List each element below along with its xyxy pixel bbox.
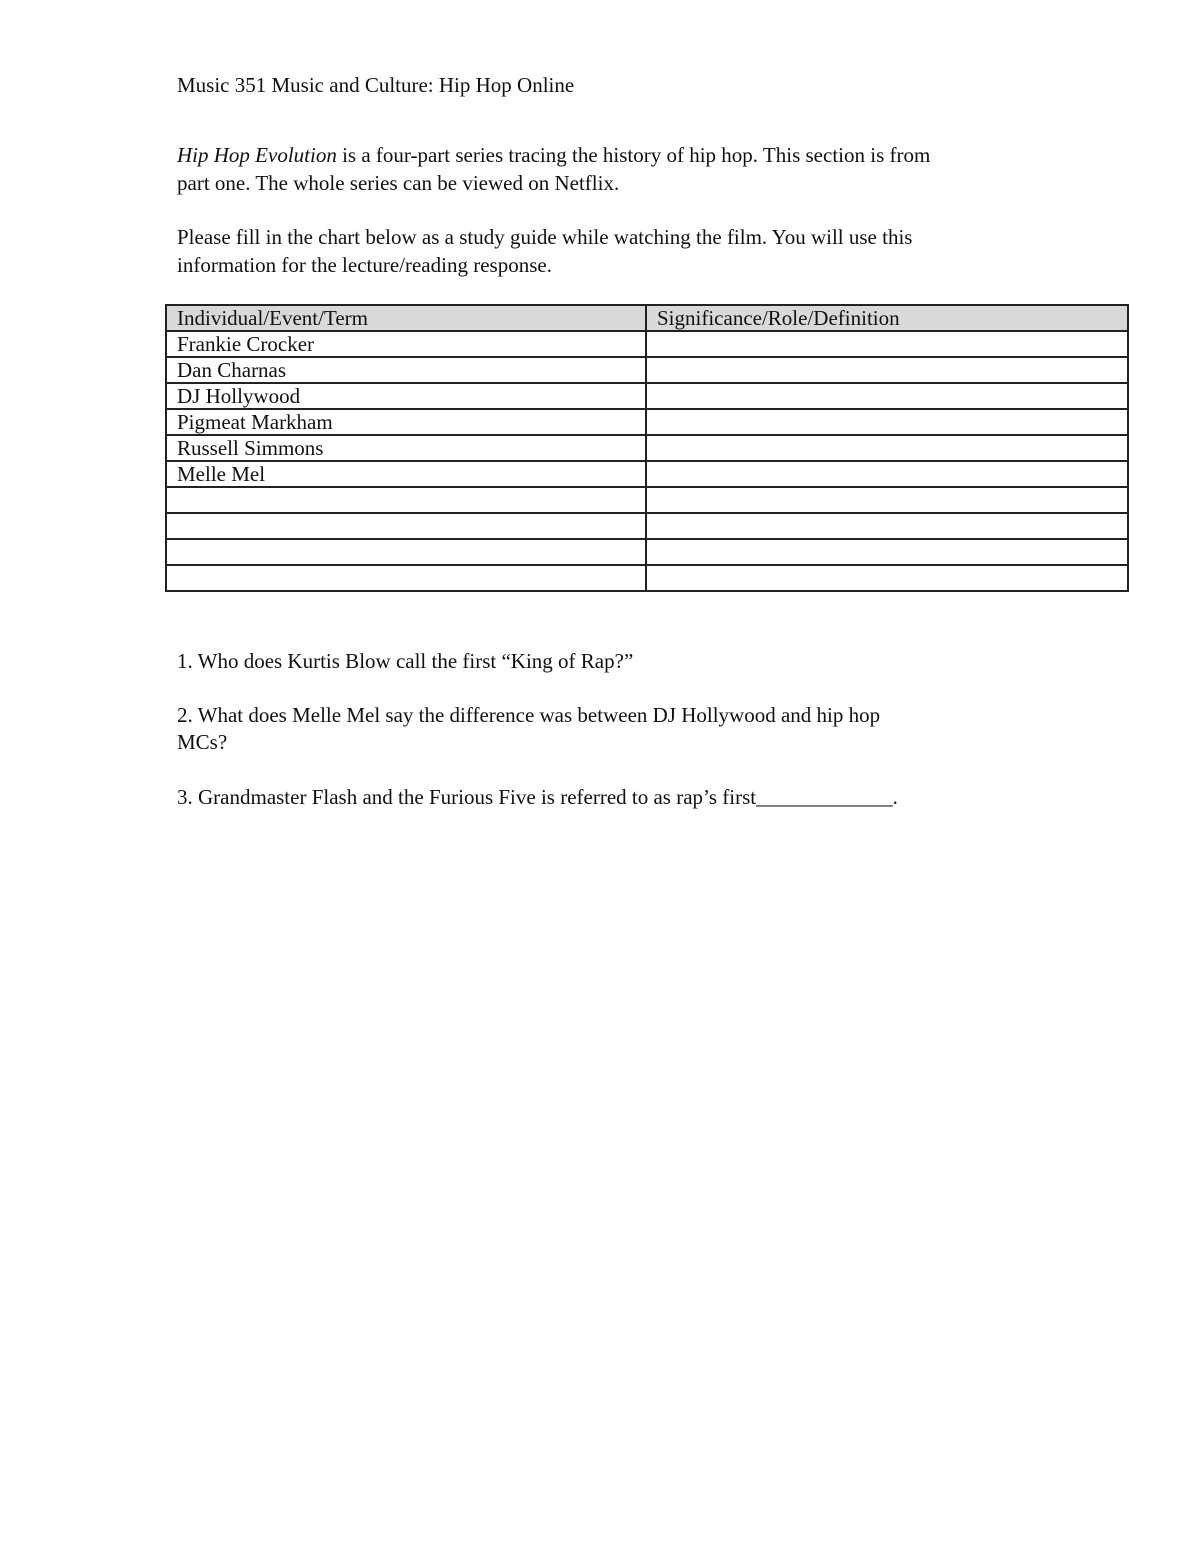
table-row — [166, 539, 1128, 565]
study-guide-table — [165, 304, 1129, 592]
significance-cell[interactable] — [646, 409, 1128, 435]
intro-paragraph-line1 — [177, 142, 930, 169]
significance-cell[interactable] — [646, 487, 1128, 513]
table-row — [166, 357, 1128, 383]
table-row — [166, 513, 1128, 539]
term-cell[interactable] — [166, 565, 646, 591]
significance-cell[interactable] — [646, 565, 1128, 591]
question-2-line1: 2. What does Melle Mel say the difference was between DJ Hollywood and hip hop — [177, 703, 881, 727]
course-title: Music 351 Music and Culture: Hip Hop Online — [177, 73, 575, 97]
significance-cell[interactable] — [646, 539, 1128, 565]
significance-cell[interactable] — [646, 513, 1128, 539]
term-cell: Melle Mel — [166, 461, 646, 487]
question-2-line2: MCs? — [177, 730, 228, 754]
table-row — [166, 383, 1128, 409]
table-row — [166, 461, 1128, 487]
term-cell: DJ Hollywood — [166, 383, 646, 409]
term-cell: Russell Simmons — [166, 435, 646, 461]
intro-paragraph-line2: part one. The whole series can be viewed on Netflix. — [177, 171, 620, 195]
table-row — [166, 409, 1128, 435]
term-cell: Dan Charnas — [166, 357, 646, 383]
question-1: 1. Who does Kurtis Blow call the first “King of Rap?” — [177, 649, 634, 673]
table-row — [166, 331, 1128, 357]
table-row — [166, 487, 1128, 513]
question-3: 3. Grandmaster Flash and the Furious Five is referred to as rap’s first_____________. — [177, 785, 898, 809]
table-row — [166, 565, 1128, 591]
intro-line1-text: is a four-part series tracing the history of hip hop. This section is from — [336, 143, 931, 167]
significance-cell[interactable] — [646, 331, 1128, 357]
film-title: Hip Hop Evolution — [177, 143, 337, 167]
significance-cell[interactable] — [646, 435, 1128, 461]
table-row — [166, 435, 1128, 461]
instructions-line1: Please fill in the chart below as a study guide while watching the film. You will use this — [177, 225, 913, 249]
table-header-row — [166, 305, 1128, 331]
significance-cell[interactable] — [646, 357, 1128, 383]
significance-cell[interactable] — [646, 461, 1128, 487]
term-cell: Pigmeat Markham — [166, 409, 646, 435]
instructions-line2: information for the lecture/reading response. — [177, 253, 552, 277]
significance-cell[interactable] — [646, 383, 1128, 409]
column-header-significance: Significance/Role/Definition — [646, 305, 1128, 331]
column-header-term: Individual/Event/Term — [166, 305, 646, 331]
term-cell: Frankie Crocker — [166, 331, 646, 357]
term-cell[interactable] — [166, 539, 646, 565]
term-cell[interactable] — [166, 487, 646, 513]
term-cell[interactable] — [166, 513, 646, 539]
